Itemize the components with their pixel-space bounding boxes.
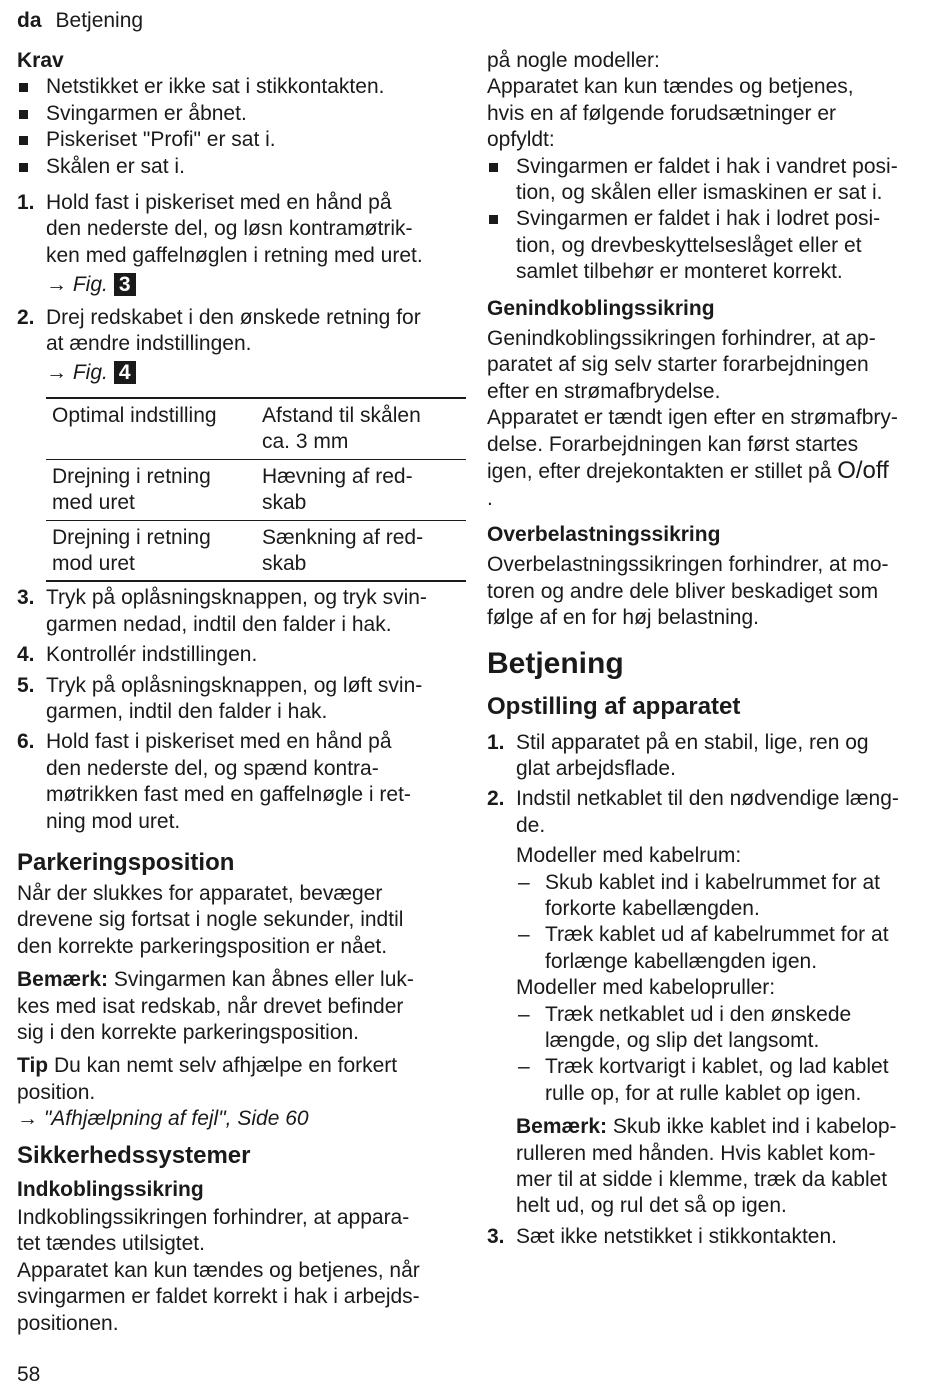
off-symbol: O/off	[837, 457, 889, 485]
list-item: – Træk netkablet ud i den ønskede længde, og slip det langsomt.	[516, 1002, 935, 1055]
betjening-heading: Betjening	[487, 646, 624, 680]
step-6: 6. Hold fast i piskeriset med en hånd på den nederste del, og spænd kontra- møtrikken fast med en gaffelnøgle i ret- ning mod uret.	[17, 730, 411, 833]
step-number: 1.	[487, 730, 505, 754]
step-number: 6.	[17, 730, 35, 754]
parkering-note: Bemærk: Svingarmen kan åbnes eller luk- kes med isat redskab, når drevet befinder sig i den korrekte parkeringsposition.	[17, 968, 414, 1044]
table-cell: Optimal indstilling	[52, 403, 217, 427]
kabelopruller-list	[516, 1002, 935, 1108]
list-item: Netstikket er ikke sat i stikkontakten.	[17, 74, 465, 100]
kabelopruller-label: Modeller med kabelopruller:	[516, 976, 776, 1000]
list-item: – Træk kortvarigt i kablet, og lad kablet rulle op, for at rulle kablet op igen.	[516, 1054, 935, 1107]
table-cell: Drejning i retning mod uret	[52, 525, 211, 575]
sikkerhed-heading: Sikkerhedssystemer	[17, 1141, 251, 1169]
genind-heading: Genindkoblingssikring	[487, 296, 715, 320]
table-cell: Sænkning af red- skab	[262, 525, 424, 575]
adjust-steps	[17, 190, 465, 387]
table-row	[46, 459, 466, 520]
list-item: Svingarmen er faldet i hak i lodret posi- tion, og drevbeskyttelseslåget eller et samlet tilbehør er monteret korrekt.	[487, 206, 935, 285]
opstilling-heading: Opstilling af apparatet	[487, 692, 741, 720]
language-code: da	[17, 9, 42, 32]
kabelrum-list	[516, 870, 935, 976]
step-text: Drej redskabet i den ønskede retning for	[46, 305, 421, 329]
krav-list	[17, 74, 465, 180]
step-2: 2. Indstil netkablet til den nødvendige læng- de. Modeller med kabelrum: – Skub kablet ind i kabelrummet for at forkorte kabellængden. – Træk kablet ud af kabelrummet for at forlænge kabellængden igen. Modeller med kabelopruller: – Træk netkablet ud i den ønskede længde, og slip det langsomt. – Træk kortvarigt i kablet, og lad kablet rulle op, for at rulle kablet op igen. Bemærk: Skub ikke kablet ind i kabelop- rulleren med hånden. Hvis kablet kom- mer til at sidde i klemme, træk da kablet helt ud, og rul det så op igen.	[487, 786, 935, 1220]
figure-ref: → Fig.	[46, 273, 108, 297]
list-item: – Skub kablet ind i kabelrummet for at forkorte kabellængden.	[516, 870, 935, 923]
step-1	[17, 190, 465, 299]
section-title: Betjening	[55, 9, 144, 32]
list-item: – Træk kablet ud af kabelrummet for at forlænge kabellængden igen.	[516, 922, 935, 975]
genind-text: Genindkoblingssikringen forhindrer, at ap- paratet af sig selv starter forarbejdningen efter en strømafbrydelse. Apparatet er tændt igen efter en strømafbry- delse. Forarbejdningen kan først startes igen, efter drejekontakten er stillet på O/off .	[487, 327, 898, 510]
step-text: ken med gaffelnøglen i retning med uret.	[46, 243, 423, 267]
figure-number: 4	[114, 361, 136, 384]
parkering-heading: Parkeringsposition	[17, 848, 235, 876]
list-item: Svingarmen er åbnet.	[17, 101, 465, 127]
parkering-text: Når der slukkes for apparatet, bevæger drevene sig fortsat i nogle sekunder, indtil den korrekte parkeringsposition er nået.	[17, 881, 404, 958]
cross-reference-link[interactable]: → "Afhjælpning af fejl", Side 60	[17, 1107, 309, 1131]
kabel-note: Bemærk: Skub ikke kablet ind i kabelop- rulleren med hånden. Hvis kablet kom- mer til at sidde i klemme, træk da kablet helt ud, og rul det så op igen.	[516, 1115, 897, 1218]
step-number: 2.	[487, 787, 505, 811]
table-cell: Afstand til skålen ca. 3 mm	[262, 403, 421, 454]
table-row	[46, 398, 466, 459]
overbel-text: Overbelastningssikringen forhindrer, at mo- toren og andre dele bliver beskadiget som følge af en for høj belastning.	[487, 553, 889, 630]
list-item: Svingarmen er faldet i hak i vandret posi- tion, og skålen eller ismaskinen er sat i.	[487, 154, 935, 207]
left-column	[17, 48, 465, 1337]
step-number: 1.	[17, 191, 35, 215]
settings-table	[46, 397, 466, 582]
step-number: 3.	[487, 1224, 505, 1248]
page-header	[17, 8, 143, 34]
krav-heading: Krav	[17, 49, 64, 72]
list-item: Piskeriset "Profi" er sat i.	[17, 127, 465, 153]
step-text: den nederste del, og løsn kontramøtrik-	[46, 217, 413, 241]
figure-ref: → Fig.	[46, 361, 108, 385]
table-row	[46, 520, 466, 581]
step-3: 3. Sæt ikke netstikket i stikkontakten.	[487, 1224, 935, 1250]
setup-steps	[487, 730, 935, 1251]
page-number: 58	[17, 1363, 41, 1386]
step-text: at ændre indstillingen.	[46, 332, 252, 356]
step-text: Hold fast i piskeriset med en hånd på	[46, 191, 392, 215]
overbel-heading: Overbelastningssikring	[487, 522, 721, 546]
right-column	[487, 48, 935, 1250]
list-item: Skålen er sat i.	[17, 154, 465, 180]
step-1: 1. Stil apparatet på en stabil, lige, ren og glat arbejdsflade.	[487, 730, 869, 780]
table-cell: Drejning i retning med uret	[52, 464, 211, 515]
step-number: 2.	[17, 305, 35, 329]
adjust-steps-continued	[17, 585, 465, 835]
step-number: 4.	[17, 643, 35, 667]
step-number: 3.	[17, 586, 35, 610]
parkering-tip: Tip Du kan nemt selv afhjælpe en forkert position. → "Afhjælpning af fejl", Side 60	[17, 1053, 465, 1132]
table-cell: Hævning af red- skab	[262, 464, 413, 515]
step-3: 3. Tryk på oplåsningsknappen, og tryk svin- garmen nedad, indtil den falder i hak.	[17, 586, 427, 636]
conditions-list	[487, 154, 935, 286]
indkobling-heading: Indkoblingssikring	[17, 1177, 204, 1201]
step-2	[17, 305, 465, 387]
intro-text: på nogle modeller: Apparatet kan kun tændes og betjenes, hvis en af følgende forudsætninger er opfyldt:	[487, 49, 854, 152]
step-5: 5. Tryk på oplåsningsknappen, og løft svin- garmen, indtil den falder i hak.	[17, 673, 423, 723]
step-4: 4. Kontrollér indstillingen.	[17, 642, 465, 668]
kabelrum-label: Modeller med kabelrum:	[516, 844, 742, 868]
indkobling-text: Indkoblingssikringen forhindrer, at appara- tet tændes utilsigtet. Apparatet kan kun tændes og betjenes, når svingarmen er faldet korrekt i hak i arbejds- positionen.	[17, 1206, 420, 1335]
step-number: 5.	[17, 673, 35, 697]
figure-number: 3	[114, 273, 136, 296]
